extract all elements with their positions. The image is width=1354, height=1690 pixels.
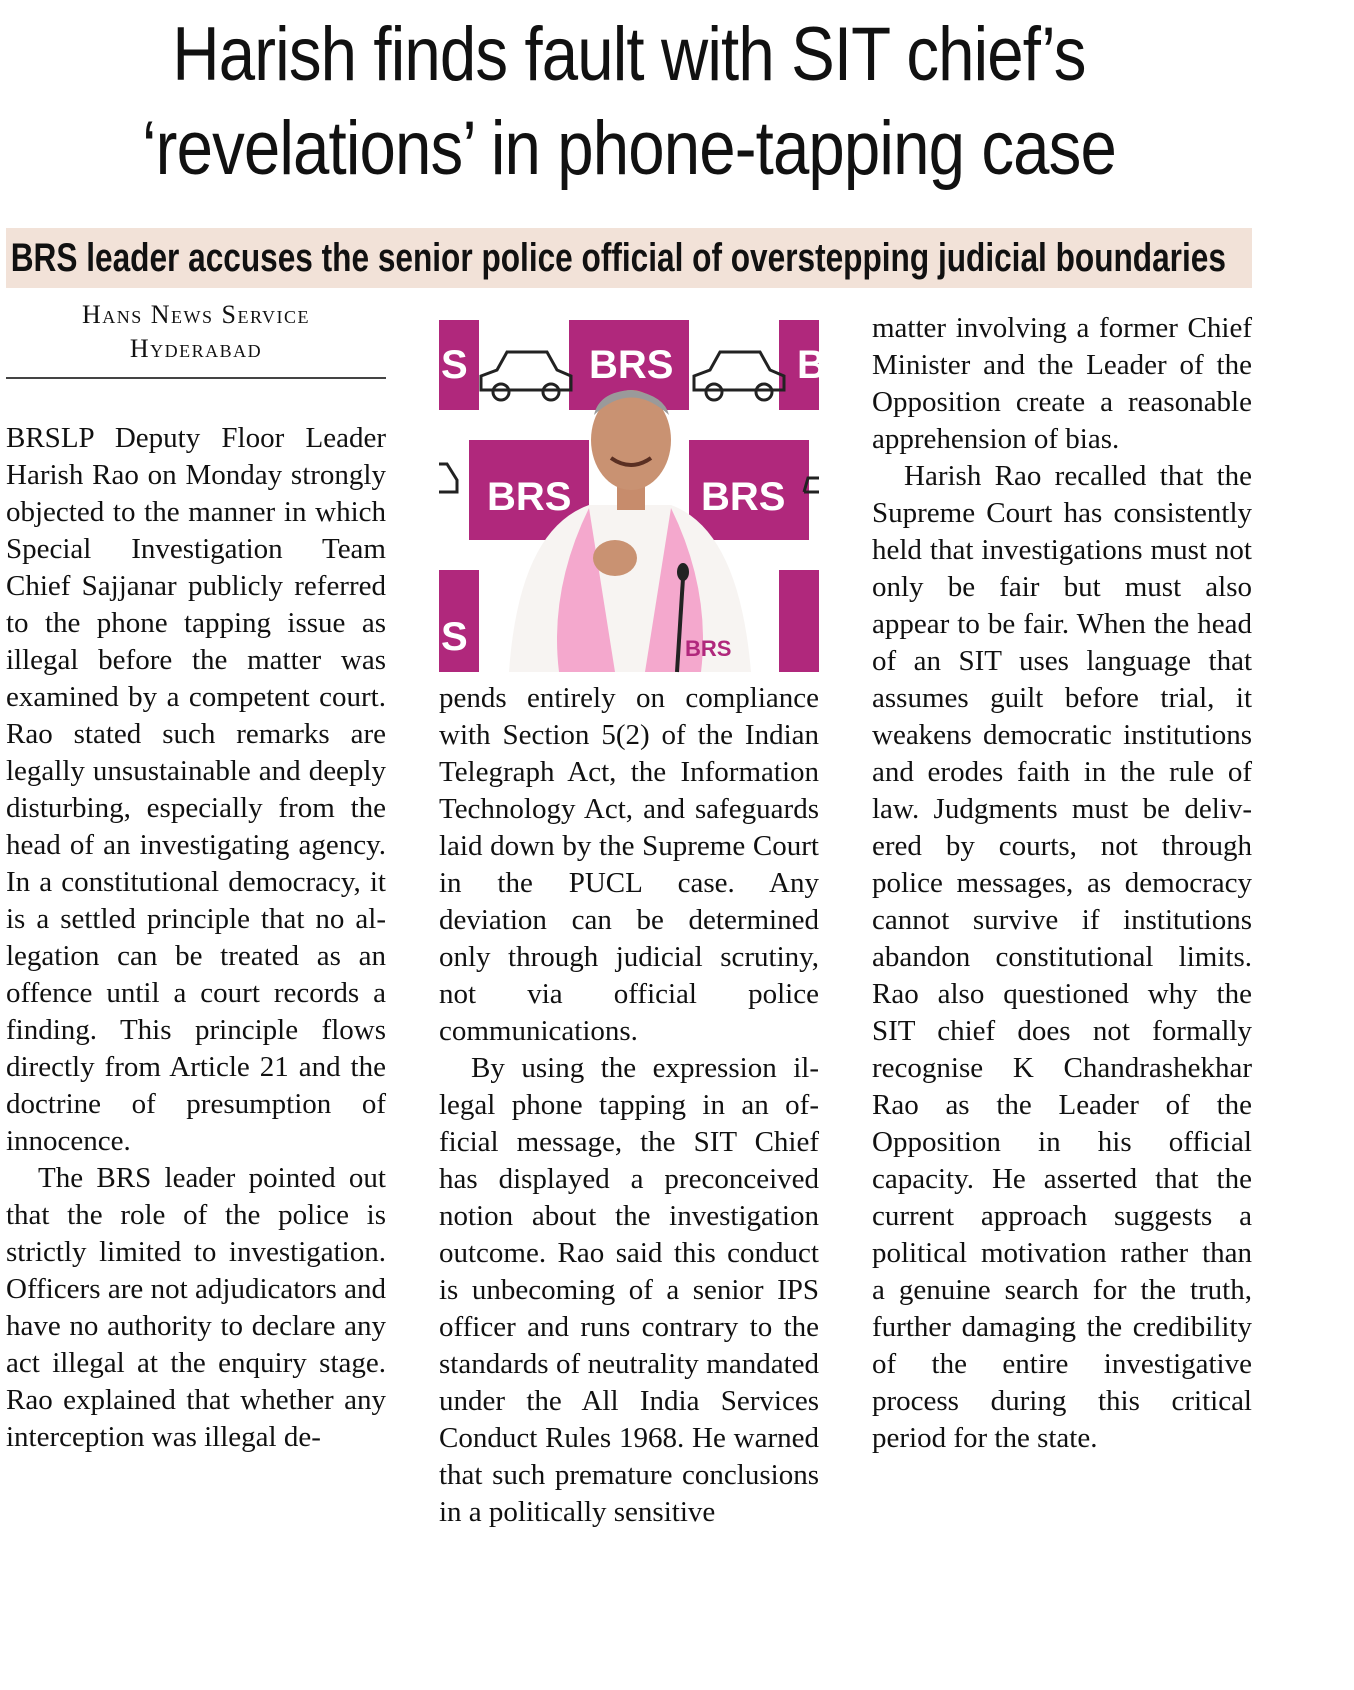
byline [6, 298, 386, 366]
byline-location: Hyderabad [129, 334, 263, 363]
paragraph: By using the expression illegal phone tapping in an official message, the SIT Chief has displayed a preconceived notion about the investigation outcome. Rao said this conduct is unbecoming of a senior IPS officer and runs contrary to the standards of neutrality mandated under the All India Services Conduct Rules 1968. He warned that such premature conclusions in a politically sensitive [439, 1052, 819, 1528]
headline-line-2: ‘revelations’ in phone-tapping case [142, 106, 1116, 191]
article-column-3 [872, 310, 1252, 1457]
photo-illustration [439, 320, 826, 672]
byline-divider [6, 377, 386, 379]
backdrop-logo-text: BRS [487, 475, 572, 519]
svg-text:S: S [441, 343, 468, 387]
byline-agency: Hans News Service [81, 300, 311, 329]
backdrop-logo-text: BRS [701, 475, 786, 519]
paragraph: matter involving a former Chief Minister and the Leader of the Opposition create a reasonable apprehension of bias. [872, 312, 1252, 455]
scarf-logo-text: BRS [685, 636, 732, 661]
subheadline-bar [6, 228, 1252, 288]
paragraph: BRSLP Deputy Floor Leader Harish Rao on Monday strongly objected to the manner in which Special Investigation Team Chief Sajjanar publicly referred to the phone tapping issue as illegal before the matter was examined by a competent court. Rao stated such remarks are legally unsustainable and deeply disturbing, especially from the head of an investigating agency. In a constitutional democracy, it is a settled principle that no allegation can be treated as an offence until a court records a finding. This principle flows directly from Article 21 and the doctrine of presumption of innocence. [6, 422, 386, 1157]
subheadline: BRS leader accuses the senior police official of overstepping judicial boundaries [10, 236, 1226, 280]
speaker-at-press-conference-photo [439, 320, 826, 672]
svg-text:B: B [797, 343, 826, 387]
article-column-1 [6, 420, 386, 1456]
paragraph: pends entirely on compliance with Section 5(2) of the Indian Telegraph Act, the Information Technology Act, and safeguards laid down by the Supreme Court in the PUCL case. Any deviation can be determined only through judicial scrutiny, not via official police communications. [439, 682, 819, 1047]
backdrop-logo-text: BRS [589, 343, 674, 387]
headline-line-1: Harish finds fault with SIT chief’s [172, 12, 1086, 97]
paragraph: The BRS leader pointed out that the role of the police is strictly limited to investigation. Officers are not adjudicators and have no authority to declare any act illegal at the enquiry stage. Rao explained that whether any interception was illegal de- [6, 1162, 386, 1453]
headline [88, 0, 1170, 230]
article-column-2 [439, 680, 819, 1531]
paragraph: Harish Rao recalled that the Supreme Court has consistently held that investigations must not only be fair but must also appear to be fair. When the head of an SIT uses language that assumes guilt before trial, it weakens democratic institutions and erodes faith in the rule of law. Judgments must be delivered by courts, not through police messages, as democracy cannot survive if institutions abandon constitutional limits. Rao also questioned why the SIT chief does not formally recognise K Chandrashekhar Rao as the Leader of the Opposition in his official capacity. He asserted that the current approach suggests a political motivation rather than a genuine search for the truth, further damaging the credibility of the entire investigative process during this critical period for the state. [872, 460, 1252, 1454]
svg-text:S: S [441, 615, 468, 659]
